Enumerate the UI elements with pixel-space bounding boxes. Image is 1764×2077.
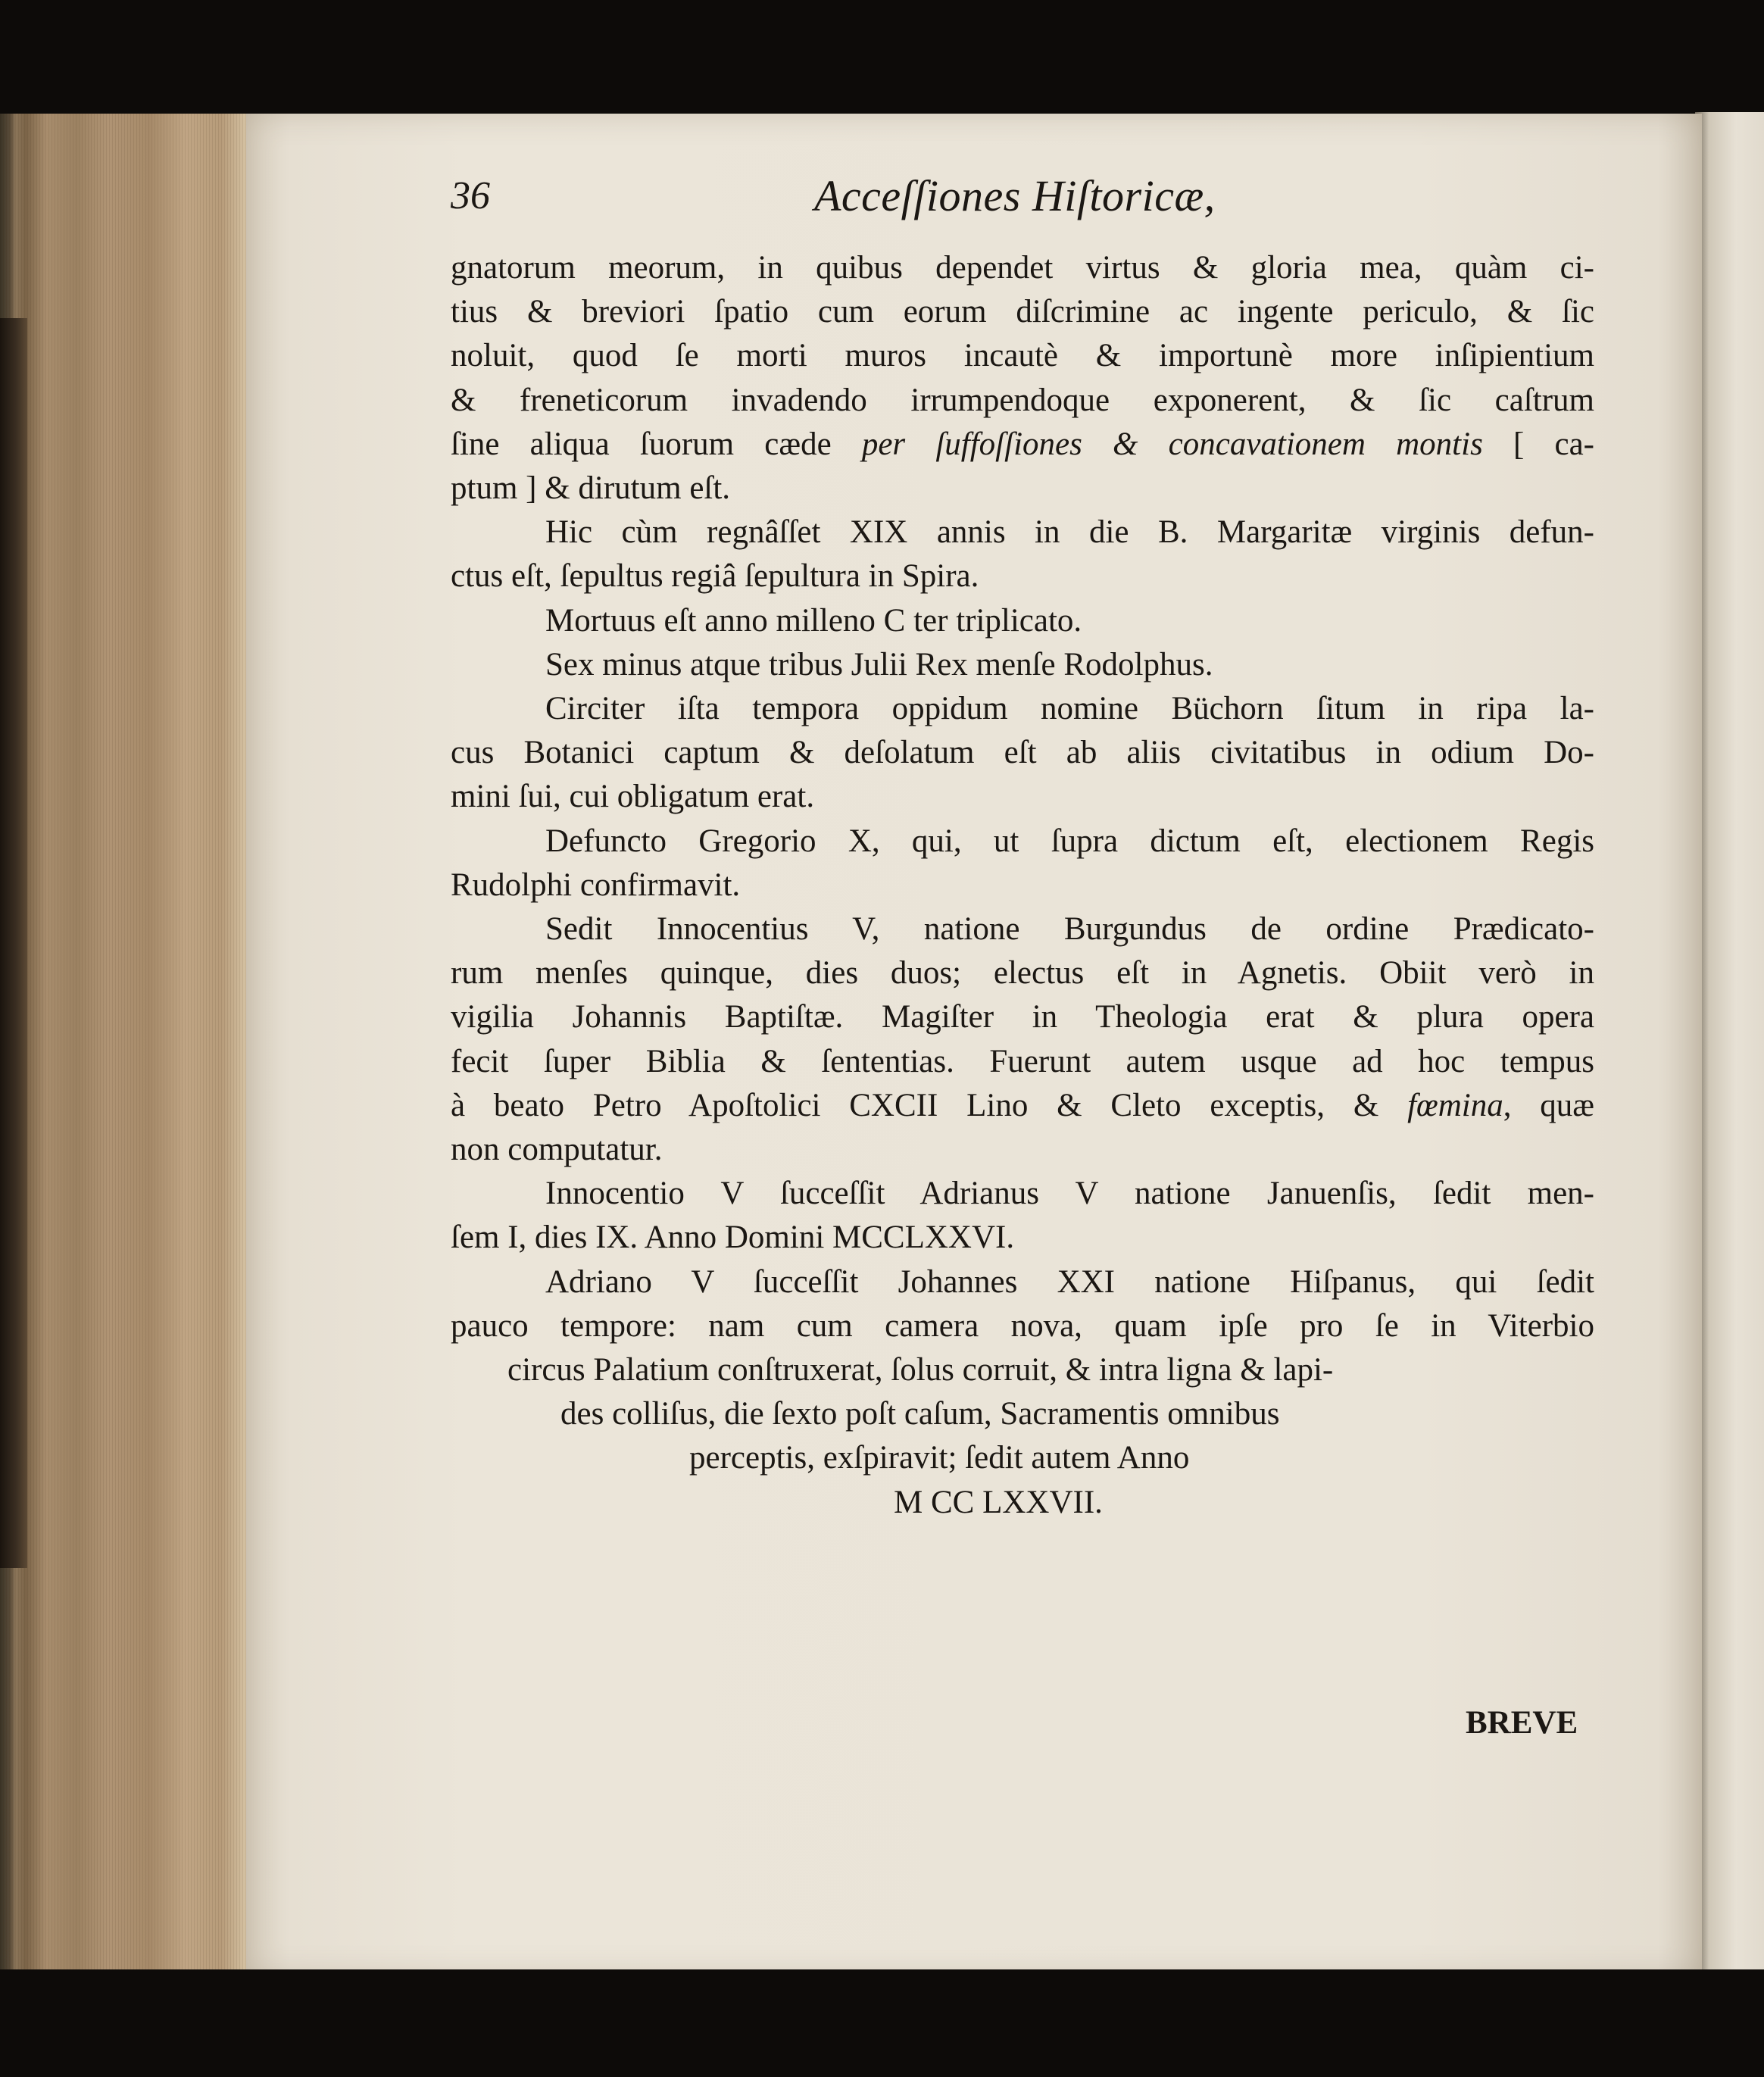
text-line: Innocentio V ſucceſſit Adrianus V natione Januenſis, ſedit men- <box>545 1176 1594 1212</box>
text-line: mini ſui, cui obligatum erat. <box>451 779 815 815</box>
text-line: vigilia Johannis Baptiſtæ. Magiſter in Theologia erat & plura opera <box>451 999 1594 1035</box>
catchword: BREVE <box>1466 1705 1578 1741</box>
background-shadow <box>0 1969 1764 2077</box>
text-line: noluit, quod ſe morti muros incautè & importunè more inſipientium <box>451 338 1594 374</box>
italic-word: fœmina <box>1407 1087 1503 1123</box>
text-line: ctus eſt, ſepultus regiâ ſepultura in Spira. <box>451 558 979 595</box>
text-line: cus Botanici captum & deſolatum eſt ab aliis civitatibus in odium Do- <box>451 735 1594 771</box>
text-line: & freneticorum invadendo irrumpendoque exponerent, & ſic caſtrum <box>451 382 1594 418</box>
text-line: Adriano V ſucceſſit Johannes XXI natione Hiſpanus, qui ſedit <box>545 1263 1594 1300</box>
page-text-block <box>451 167 1594 1525</box>
text-run: ſine aliqua ſuorum cæde <box>451 426 862 462</box>
text-line: Circiter iſta tempora oppidum nomine Büchorn ſitum in ripa la- <box>545 691 1594 727</box>
running-title: Acceſſiones Hiſtoricæ, <box>814 171 1216 220</box>
text-line: Mortuus eſt anno milleno C ter triplicato. <box>545 602 1082 639</box>
text-line: tius & breviori ſpatio cum eorum diſcrimine ac ingente periculo, & ſic <box>451 294 1594 330</box>
italic-phrase: per ſuffoſſiones & concavationem montis <box>861 426 1483 462</box>
page-header <box>451 167 1594 246</box>
text-line: Defuncto Gregorio X, qui, ut ſupra dictum eſt, electionem Regis <box>545 823 1594 859</box>
text-line: Sedit Innocentius V, natione Burgundus de ordine Prædicato- <box>545 911 1594 948</box>
text-line <box>451 423 1594 467</box>
facing-page-edge <box>1695 112 1764 1983</box>
text-line: fecit ſuper Biblia & ſententias. Fuerunt autem usque ad hoc tempus <box>451 1043 1594 1079</box>
text-run: [ ca- <box>1482 426 1594 462</box>
text-line: rum menſes quinque, dies duos; electus eſt in Agnetis. Obiit verò in <box>451 955 1594 992</box>
text-line: pauco tempore: nam cum camera nova, quam ipſe pro ſe in Viterbio <box>451 1307 1594 1344</box>
text-run: , quæ <box>1503 1087 1594 1123</box>
text-line: ſem I, dies IX. Anno Domini MCCLXXVI. <box>451 1220 1015 1256</box>
text-line: Rudolphi confirmavit. <box>451 867 741 903</box>
text-line: ptum ] & dirutum eſt. <box>451 470 731 507</box>
text-line-tapered: M CC LXXVII. <box>894 1484 1103 1520</box>
book-page-edges <box>0 114 258 1985</box>
text-line: Hic cùm regnâſſet XIX annis in die B. Margaritæ virginis defun- <box>545 514 1594 551</box>
book-spine <box>0 318 27 1568</box>
page-number: 36 <box>451 174 490 217</box>
text-line-tapered: circus Palatium conſtruxerat, ſolus corruit, & intra ligna & lapi- <box>507 1352 1334 1388</box>
text-line: gnatorum meorum, in quibus dependet virtus & gloria mea, quàm ci- <box>451 250 1594 286</box>
text-line: Sex minus atque tribus Julii Rex menſe Rodolphus. <box>545 646 1213 682</box>
text-line-tapered: des colliſus, die ſexto poſt caſum, Sacramentis omnibus <box>560 1396 1280 1432</box>
text-run: à beato Petro Apoſtolici CXCII Lino & Cleto exceptis, & <box>451 1087 1408 1123</box>
text-line-tapered: perceptis, exſpiravit; ſedit autem Anno <box>689 1440 1190 1476</box>
text-line: non computatur. <box>451 1132 663 1168</box>
text-line <box>451 1084 1594 1128</box>
